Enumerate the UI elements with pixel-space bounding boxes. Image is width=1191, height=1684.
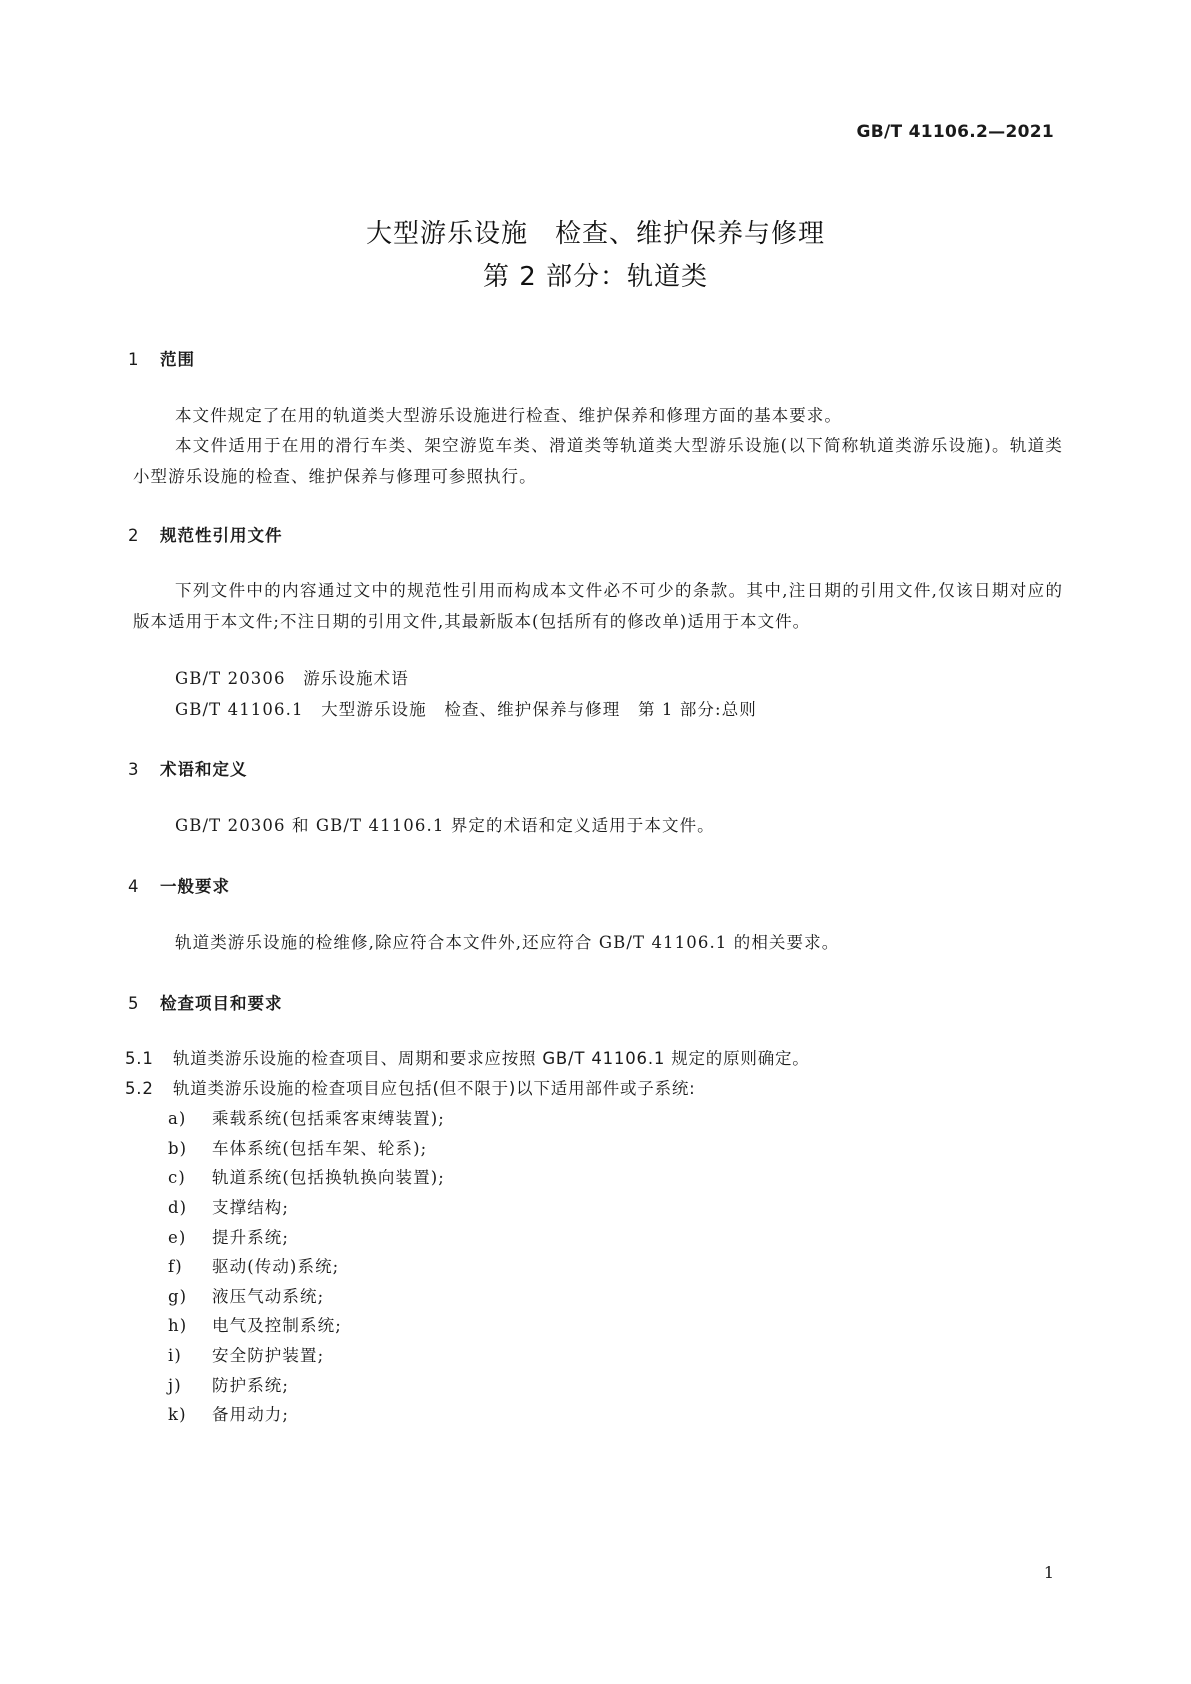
section-2-paragraph-1: 下列文件中的内容通过文中的规范性引用而构成本文件必不可少的条款。其中,注日期的引用文件,仅该日期对应的版本适用于本文件;不注日期的引用文件,其最新版本(包括所有的修改单)适用于本文件。 xyxy=(133,581,1063,631)
list-item: a) 乘载系统(包括乘客束缚装置); xyxy=(168,1109,445,1128)
list-item: b) 车体系统(包括车架、轮系); xyxy=(168,1139,428,1158)
list-item: c) 轨道系统(包括换轨换向装置); xyxy=(168,1168,445,1187)
list-item: k) 备用动力; xyxy=(168,1405,290,1424)
normative-reference-2: GB/T 41106.1 大型游乐设施 检查、维护保养与修理 第 1 部分:总则 xyxy=(175,700,757,719)
list-item: d) 支撑结构; xyxy=(168,1198,290,1217)
section-3-heading: 3 术语和定义 xyxy=(128,760,248,779)
section-1-heading: 1 范围 xyxy=(128,350,195,369)
section-4-paragraph-1: 轨道类游乐设施的检维修,除应符合本文件外,还应符合 GB/T 41106.1 的相关要求。 xyxy=(175,933,840,952)
section-1-paragraph-1: 本文件规定了在用的轨道类大型游乐设施进行检查、维护保养和修理方面的基本要求。 xyxy=(175,406,842,425)
standard-number: GB/T 41106.2—2021 xyxy=(856,122,1054,142)
clause-5-1: 5.1 轨道类游乐设施的检查项目、周期和要求应按照 GB/T 41106.1 规定的原则确定。 xyxy=(125,1049,810,1068)
clause-5-2: 5.2 轨道类游乐设施的检查项目应包括(但不限于)以下适用部件或子系统: xyxy=(125,1079,696,1098)
section-3-paragraph-1: GB/T 20306 和 GB/T 41106.1 界定的术语和定义适用于本文件。 xyxy=(175,816,715,835)
section-5-heading: 5 检查项目和要求 xyxy=(128,994,283,1013)
list-item: h) 电气及控制系统; xyxy=(168,1316,342,1335)
list-item: f) 驱动(传动)系统; xyxy=(168,1257,340,1276)
list-item: j) 防护系统; xyxy=(168,1376,290,1395)
list-item: e) 提升系统; xyxy=(168,1228,290,1247)
document-subtitle: 第 2 部分：轨道类 xyxy=(482,262,709,292)
page-number: 1 xyxy=(1043,1563,1054,1582)
section-4-heading: 4 一般要求 xyxy=(128,877,230,896)
section-1-paragraph-2: 本文件适用于在用的滑行车类、架空游览车类、滑道类等轨道类大型游乐设施(以下简称轨道类游乐设施)。轨道类小型游乐设施的检查、维护保养与修理可参照执行。 xyxy=(133,436,1063,486)
section-2-heading: 2 规范性引用文件 xyxy=(128,526,283,545)
normative-reference-1: GB/T 20306 游乐设施术语 xyxy=(175,669,409,688)
list-item: i) 安全防护装置; xyxy=(168,1346,325,1365)
list-item: g) 液压气动系统; xyxy=(168,1287,325,1306)
document-title: 大型游乐设施 检查、维护保养与修理 xyxy=(365,219,825,249)
